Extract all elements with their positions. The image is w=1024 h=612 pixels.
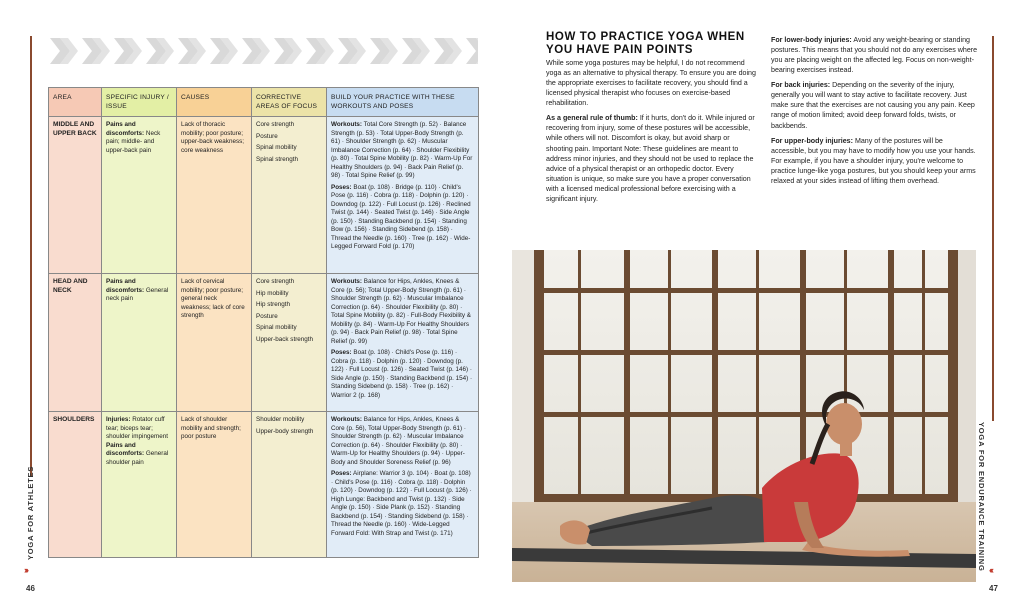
workouts-text: Balance for Hips, Ankles, Knees & Core (p. 56); Total Upper-Body Strength (p. 61) · Shoulder Strength (p. 62) · Muscular Imbalance Correction (p. 64) · Shoulder Flexibility (p. 80) · Total Spine Mobility (p. 82) · Full-Body Flexibility & Mobility (p. 84) · Warm-Up For Healthy Shoulders (p. 94) · Back Pain Relief (p. 98) · Total Spine Relief (p. 99) [331,278,471,345]
focus-item: Hip strength [256,301,290,308]
workouts-label: Workouts: [331,121,363,128]
injury-text-secondary: General shoulder pain [106,450,169,466]
chevron-icon [464,36,478,66]
chevron-icon [112,36,142,66]
causes-text: Lack of cervical mobility; poor posture; general neck weakness; lack of core strength [177,274,252,412]
chevron-icon [208,36,238,66]
header-injury: SPECIFIC INJURY / ISSUE [102,88,177,117]
photo-illustration [512,250,976,582]
header-causes: CAUSES [177,88,252,117]
table-row [49,117,479,274]
article-column-left [546,58,758,209]
chevron-icon [240,36,270,66]
chevron-icon [432,36,462,66]
table-header-row [49,88,479,117]
back-text: Depending on the severity of the injury, generally you will want to stay active to facilitate recovery. Just make sure that the exercises are not causing you any pain. Keep range of motion limited; avoid deep forward folds, twists, or backbends. [771,81,975,130]
area-name: SHOULDERS [53,416,95,423]
injury-label: Injuries: [106,416,131,423]
area-name: MIDDLE AND UPPER BACK [53,121,97,137]
focus-item: Spinal mobility [256,324,297,331]
lower-body-label: For lower-body injuries: [771,36,852,44]
chevron-icon [80,36,110,66]
yoga-cobra-photo [512,250,976,582]
poses-label: Poses: [331,349,352,356]
focus-item: Core strength [256,278,295,285]
right-side-rule [992,36,994,421]
poses-block [331,349,474,400]
poses-block [331,470,474,538]
poses-label: Poses: [331,470,352,477]
injury-text: Neck pain; middle- and upper-back pain [106,129,161,154]
chevron-icon [176,36,206,66]
right-page-number: 47 [989,584,998,593]
injury-label-secondary: Pains and discomforts: [106,441,145,457]
focus-item: Hip mobility [256,289,289,297]
poses-text: Boat (p. 108) · Child's Pose (p. 116) · Cobra (p. 118) · Dolphin (p. 120) · Downdog (p. 122) · Full Locust (p. 126) · Seated Twist (p. 146) · Side Angle (p. 150) · Standing Backbend (p. 154) · Standing Sidebend (p. 158) · Tree (p. 162) · Warrior 2 (p. 168) [331,349,473,399]
causes-text: Lack of shoulder mobility and strength; poor posture [177,412,252,558]
workouts-text: Total Core Strength (p. 52) · Balance Strength (p. 53) · Total Upper-Body Strength (p. 61) · Shoulder Strength (p. 62) · Muscular Imbalance Correction (p. 64) · Shoulder Flexibility (p. 80) · Total Spine Mobility (p. 82) · Warm-Up For Healthy Shoulders (p. 94) · Back Pain Relief (p. 98) · Total Spine Relief (p. 99) [331,121,473,179]
chevron-icon [336,36,366,66]
left-running-head: YOGA FOR ATHLETES [26,465,35,560]
poses-block [331,184,474,252]
poses-text: Airplane: Warrior 3 (p. 104) · Boat (p. 108) · Child's Pose (p. 116) · Cobra (p. 118) · Dolphin (p. 120) · Downdog (p. 122) · Full Locust (p. 126) · High Lunge: Backbend and Twist (p. 132) · Side Angle (p. 150) · Side Plank (p. 152) · Standing Backbend (p. 154) · Standing Sidebend (p. 158) · Thread the Needle (p. 160) · Wide-Legged Forward Fold: With Strap and Twist (p. 171) [331,470,472,537]
chevron-band [48,36,478,66]
chevron-icon [304,36,334,66]
focus-item: Shoulder mobility [256,416,305,423]
upper-body-text: Many of the postures will be accessible, but you may have to modify how you use your hands. For example, if you have a shoulder injury, you're welcome to practice lunge-like yoga postures, but you should keep your arms relaxed at your sides instead of lifting them overhead. [771,136,976,185]
rule-paragraph [546,113,758,204]
injury-label: Pains and discomforts: [106,121,145,137]
article-heading: HOW TO PRACTICE YOGA WHEN YOU HAVE PAIN POINTS [546,31,745,56]
area-name: HEAD AND NECK [53,278,88,294]
chevron-icon [48,36,78,66]
focus-item: Upper-body strength [256,427,314,435]
upper-body-label: For upper-body injuries: [771,136,853,145]
left-folio-chevrons: ››› [24,565,27,575]
table-row [49,412,479,558]
focus-item: Posture [256,312,278,320]
rule-text: If it hurts, don't do it. While injured or recovering from injury, some of these postures will be accessible, while others will not. Discomfort is okay, but avoid sharp or shooting pain. Important Note: These guidelines are meant to address minor injuries, and they should not be used to replace the advice of a physical therapist or an orthopedic doctor. Every situation is unique, so make sure you have a proper conversation with a licensed medical professional before exercising with a significant injury. [546,114,755,203]
upper-body-paragraph [771,136,979,186]
article-column-right [771,35,979,191]
causes-text: Lack of thoracic mobility; poor posture; upper-back weakness; core weakness [177,117,252,274]
injury-table [48,87,479,558]
chevron-icon [144,36,174,66]
injury-label: Pains and discomforts: [106,278,145,294]
workouts-text: Balance for Hips, Ankles, Knees & Core (p. 56), Total Upper-Body Strength (p. 61) · Shoulder Strength (p. 62) · Muscular Imbalance Correction (p. 64) · Shoulder Flexibility (p. 80) · Warm-Up for Healthy Shoulders (p. 94) · Upper-Body and Shoulder Soreness Relief (p. 96) [331,416,466,466]
back-paragraph [771,80,979,130]
header-build: BUILD YOUR PRACTICE WITH THESE WORKOUTS AND POSES [327,88,479,117]
chevron-icon [368,36,398,66]
focus-item: Upper-back strength [256,335,314,343]
right-running-head: YOGA FOR ENDURANCE TRAINING [977,422,986,572]
workouts-block [331,278,474,346]
lower-body-text: Avoid any weight-bearing or standing postures. This means that you should not do any exercises where you are placing weight on the affected leg. Focus on non-weight-bearing exercises instead. [771,36,978,75]
focus-item: Posture [256,132,278,140]
lower-body-paragraph [771,35,979,75]
rule-label: As a general rule of thumb: [546,114,638,123]
workouts-label: Workouts: [331,416,363,423]
focus-item: Core strength [256,121,295,128]
injury-text: Rotator cuff tear; biceps tear; shoulder impingement [106,416,168,440]
workouts-block [331,121,474,181]
intro-paragraph: While some yoga postures may be helpful, I do not recommend yoga as an alternative to physical therapy. To ensure you are doing the appropriate exercises to facilitate recovery, you should find a licensed physical therapist who focuses on exercise-based rehabilitation. [546,59,756,108]
left-page-number: 46 [26,584,35,593]
poses-text: Boat (p. 108) · Bridge (p. 110) · Child's Pose (p. 116) · Cobra (p. 118) · Dolphin (p. 120) · Downdog (p. 122) · Full Locust (p. 126) · Reclined Twist (p. 144) · Seated Twist (p. 146) · Side Angle (p. 150) · Standing Backbend (p. 154) · Standing Bow (p. 156) · Standing Sidebend (p. 158) · Thread the Needle (p. 160) · Tree (p. 162) · Wide-Legged Forward Fold (p. 170) [331,183,471,250]
workouts-block [331,416,474,467]
chevron-icon [272,36,302,66]
chevron-icon [400,36,430,66]
injury-text: General neck pain [106,286,169,302]
workouts-label: Workouts: [331,278,363,285]
header-focus: CORRECTIVE AREAS OF FOCUS [252,88,327,117]
focus-item: Spinal strength [256,155,299,163]
header-area: AREA [49,88,102,117]
poses-label: Poses: [331,183,352,191]
back-label: For back injuries: [771,81,831,90]
focus-item: Spinal mobility [256,144,297,151]
left-side-rule [30,36,32,476]
right-folio-chevrons: ‹‹‹ [989,565,992,575]
table-row [49,274,479,412]
